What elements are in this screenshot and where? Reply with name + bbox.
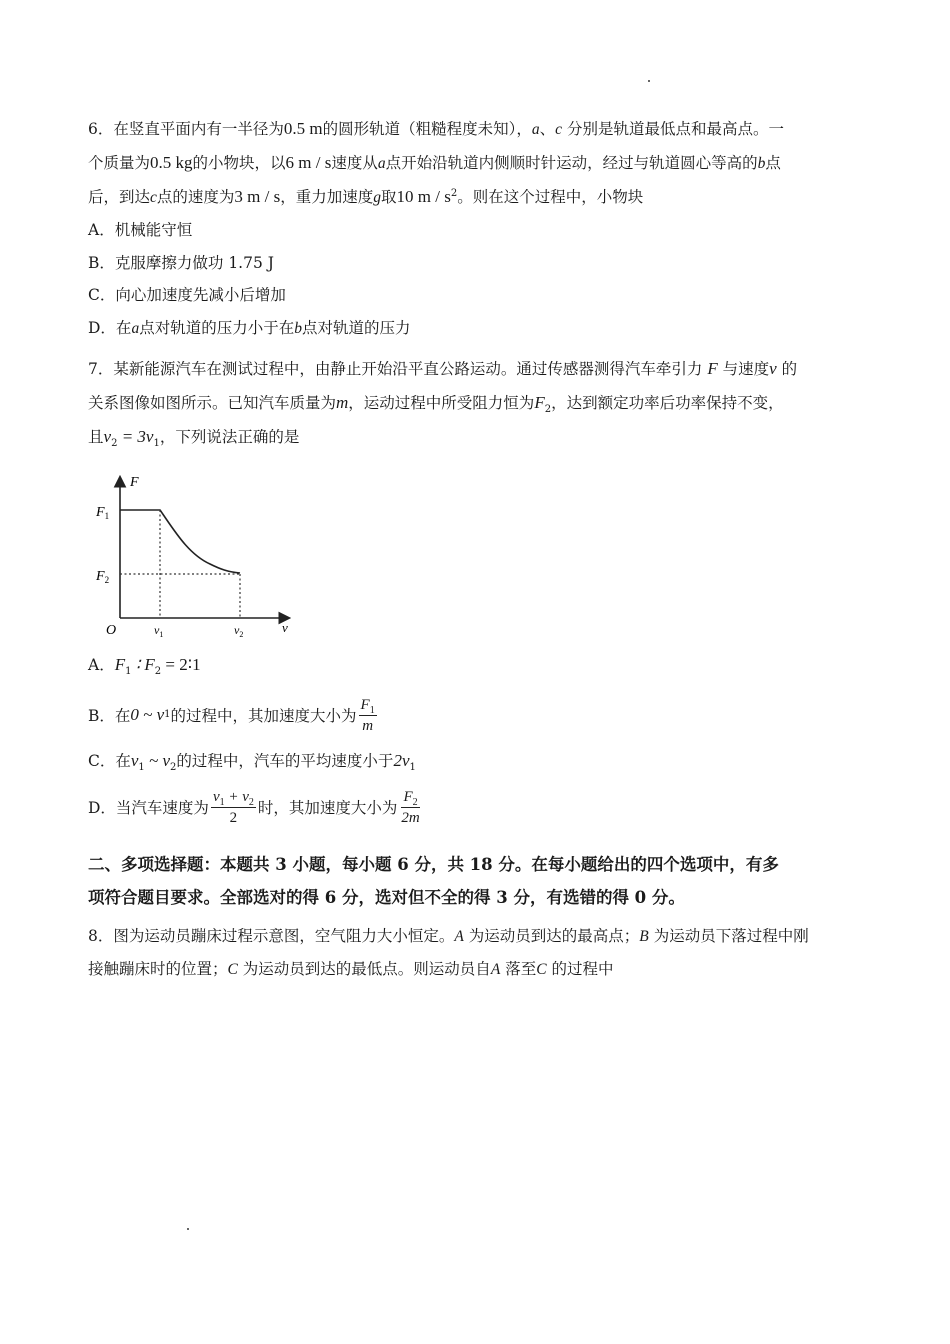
origin-label: O	[106, 623, 117, 638]
q7-options	[88, 648, 864, 830]
q6-line-2: 个质量为0.5 kg的小物块，以6 m / s速度从a点开始沿轨道内侧顺时针运动，经过与轨道圆心等高的b点	[88, 153, 781, 172]
q8-line-1: 8．图为运动员蹦床过程示意图，空气阻力大小恒定。A 为运动员到达的最高点；B 为运动员下落过程中刚	[88, 927, 809, 945]
q7-option-d-accel-fraction: $\frac{F_2}{2m}$	[401, 788, 420, 826]
section-2-heading	[88, 848, 878, 914]
scan-dot-top	[648, 80, 650, 82]
q7-option-a: A．$F_1$ ∶ $F_2$ = 2∶1	[88, 655, 201, 678]
q7-line-3: 且$v_2 = 3v_1$，下列说法正确的是	[88, 427, 300, 450]
q6-option-a: A．机械能守恒	[88, 221, 193, 239]
q6-option-c: C．向心加速度先减小后增加	[88, 286, 286, 304]
f1-label: $F_1$	[96, 505, 110, 521]
question-8	[88, 920, 864, 986]
scan-dot-bottom	[187, 1228, 189, 1230]
q8-line-2: 接触蹦床时的位置；C 为运动员到达的最低点。则运动员自A 落至C 的过程中	[88, 960, 614, 978]
q7-option-d: D．当汽车速度为 $\frac{v_1 + v_2}{2}$ 时，其加速度大小为 $\frac{F_2}{2m}$	[88, 788, 420, 826]
q6-option-b: B．克服摩擦力做功 1.75 J	[88, 253, 274, 272]
q7-option-b: B．在 0 ~ v 1 的过程中，其加速度大小为 $\frac{F_1}{m}$	[88, 696, 375, 734]
f2-label: $F_2$	[96, 569, 110, 585]
question-6	[88, 112, 864, 345]
q7-option-b-fraction: $\frac{F_1}{m}$	[360, 696, 375, 734]
question-7	[88, 352, 864, 454]
v1-label: $v_1$	[154, 623, 164, 639]
q6-line-3: 后，到达c点的速度为3 m / s，重力加速度g取10 m / $s^2$。则在这个过程中，小物块	[88, 187, 644, 206]
section-2-line-1: 二、多项选择题：本题共 3 小题，每小题 6 分，共 18 分。在每小题给出的四个选项中，有多	[88, 855, 779, 874]
force-curve	[120, 510, 240, 573]
q7-line-2: 关系图像如图所示。已知汽车质量为m，运动过程中所受阻力恒为$F_2$，达到额定功率后功率保持不变，	[88, 393, 784, 416]
q6-option-d: D．在a点对轨道的压力小于在b点对轨道的压力	[88, 318, 411, 337]
force-velocity-graph	[92, 470, 302, 640]
y-axis-label: F	[130, 475, 139, 490]
q7-option-c: C．在$v_1$ ~ $v_2$的过程中，汽车的平均速度小于$2v_1$	[88, 751, 416, 774]
section-2-line-2: 项符合题目要求。全部选对的得 6 分，选对但不全的得 3 分，有选错的得 0 分。	[88, 888, 685, 907]
q7-option-d-velocity-fraction: $\frac{v_1 + v_2}{2}$	[212, 788, 254, 826]
q7-line-1: 7．某新能源汽车在测试过程中，由静止开始沿平直公路运动。通过传感器测得汽车牵引力 F 与速度v 的	[88, 359, 798, 378]
x-axis-label: v	[282, 620, 288, 635]
v2-label: $v_2$	[234, 623, 244, 639]
q6-line-1: 6．在竖直平面内有一半径为0.5 m的圆形轨道（粗糙程度未知），a、c 分别是轨道最低点和最高点。一	[88, 119, 784, 138]
